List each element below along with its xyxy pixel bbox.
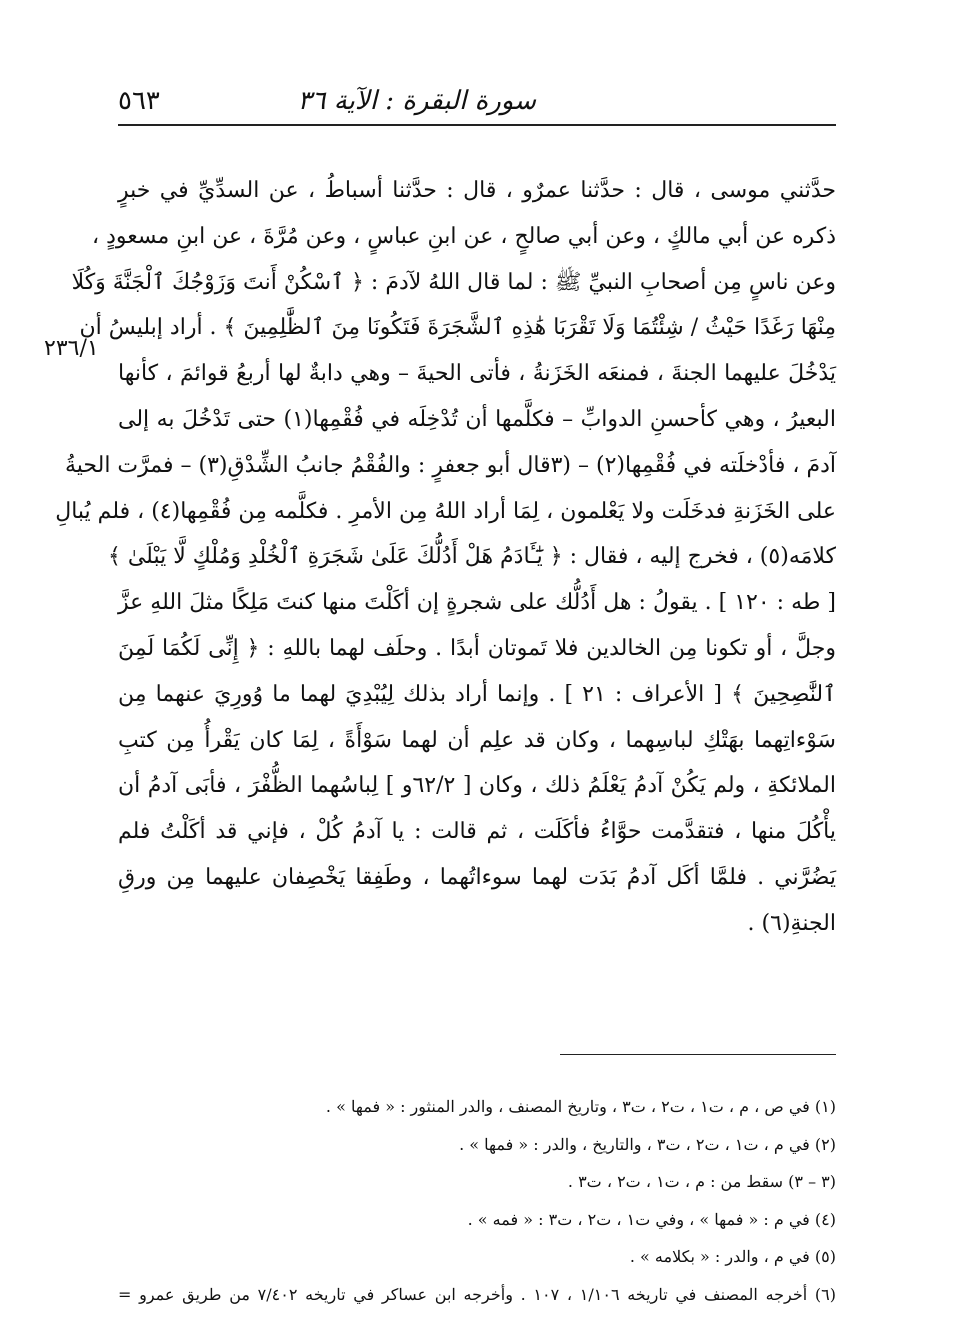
footnote: (٣ – ٣) سقط من : م ، ت١ ، ت٢ ، ت٣ . <box>567 1172 836 1191</box>
text-line: يأْكُلَ منها ، فتقدَّمت حوَّاءُ فأكَلَت ، ثم قالت : يا آدمُ كُلْ ، فإني قد أكَلْتُ فلم <box>118 819 836 845</box>
text-line: آدمَ ، فأدْخلَته في فُقْمِها(٢) – (٣قال أبو جعفرٍ : والفُقْمُ جانبُ الشِّدْقِ(٣) – فمرَّت الحيةُ <box>64 452 836 478</box>
text-line: ٱلنَّٰصِحِينَ ﴾ [ الأعراف : ٢١ ] . وإنما أراد بذلك لِيُبْدِيَ لهما ما وُورِيَ عنهما مِن <box>118 681 837 707</box>
text-line: ذكره عن أبي مالكٍ ، وعن أبي صالحٍ ، عن ابنِ عباسٍ ، وعن مُرَّةَ ، عن ابنِ مسعودٍ ، <box>91 223 836 249</box>
text-line: الجنةِ(٦) . <box>747 910 836 936</box>
text-line: حدَّثني موسى ، قال : حدَّثنا عمرٌو ، قال : حدَّثنا أسباطُ ، عن السدِّيِّ في خبرٍ <box>118 178 836 203</box>
text-line: وجلَّ ، أو تكونا مِن الخالدين فلا تَموتان أبدًا . وحلَف لهما باللهِ : ﴿ إِنِّى لَكُمَا لَمِنَ <box>118 635 836 661</box>
footnote: (٤) في م : « فمها » ، وفي ت١ ، ت٢ ، ت٣ : « فمه » . <box>467 1209 836 1229</box>
margin-reference: ٢٣٦/١ <box>44 336 99 361</box>
footnote: (١) في ص ، م ، ت١ ، ت٢ ، ت٣ ، وتاريخ المصنف ، والدر المنثور : « فمها » . <box>325 1097 836 1116</box>
text-line: سَوْءاتِهما بهَتْكِ لباسِهما ، وكان قد علِم أن لهما سَوْأَةً ، لِمَا كان يَقْرأُ مِن كتبِ <box>118 727 836 753</box>
page-header <box>118 80 836 120</box>
footnote: (٦) أخرجه المصنف في تاريخه ١/١٠٦ ، ١٠٧ . وأخرجه ابن عساكر في تاريخه ٧/٤٠٢ من طريق عمرو = <box>118 1284 836 1304</box>
text-line: يَدْخُلَ عليهما الجنةَ ، فمنعَه الخَزَنةُ ، فأتى الحيةَ – وهي دابةٌ لها أربعُ قوائمَ ، كأنها <box>118 361 836 387</box>
footnote: (٥) في م ، والدر : « بكلامه » . <box>629 1247 836 1266</box>
text-line: [ طه : ١٢٠ ] . يقولُ : هل أَدُلُّك على شجرةٍ إن أكَلْتَ منها كنتَ مَلِكًا مثلَ اللهِ عزَّ <box>118 590 837 616</box>
text-line: وعن ناسٍ مِن أصحابِ النبيِّ ﷺ : لما قال اللهُ لآدمَ : ﴿ ٱسْكُنْ أَنتَ وَزَوْجُكَ ٱلْجَنَّةَ وَكُلَا <box>71 269 836 295</box>
text-line: على الخَزَنةِ فدخَلَت ولا يَعْلمون ، لِمَا أراد اللهُ مِن الأمرِ . فكلَّمه مِن فُقْمِها(٤) ، فلم يُبالِ <box>55 498 836 524</box>
text-line: كلامَه(٥) ، فخرج إليه ، فقال : ﴿ يَٰٓـَٔادَمُ هَلْ أَدُلُّكَ عَلَىٰ شَجَرَةِ ٱلْخُلْدِ وَمُلْكٍ لَّا يَبْلَىٰ ﴾ <box>107 544 836 570</box>
footnote: (٢) في م ، ت١ ، ت٢ ، ت٣ ، والتاريخ ، والدر : « فمها » . <box>459 1134 836 1154</box>
footnote-rule <box>560 1054 836 1055</box>
page-number: ٥٦٣ <box>118 86 160 116</box>
text-line: الملائكةِ ، ولم يَكُنْ آدمُ يَعْلَمُ ذلك ، وكان [ ٦٢/٢و ] لِباسُهما الظُّفْرَ ، فأبَى آدمُ أن <box>118 773 836 799</box>
running-title: سورة البقرة : الآية ٣٦ <box>297 86 536 116</box>
header-rule <box>118 124 836 126</box>
footnotes <box>118 1088 836 1313</box>
text-line: البعيرُ ، وهي كأحسنِ الدوابِّ – فكلَّمها أن تُدْخِلَه في فُقْمِها(١) حتى تَدْخُلَ به إلى <box>118 406 836 432</box>
text-line: مِنْهَا رَغَدًا حَيْثُ / شِئْتُمَا وَلَا تَقْرَبَا هَٰذِهِ ٱلشَّجَرَةَ فَتَكُونَا مِنَ ٱلظَّٰلِمِينَ ﴾ . أراد إبليسُ أن <box>79 315 836 341</box>
text-line: يَضُرَّني . فلمَّا أكَل آدمُ بَدَت لهما سوءاتُهما ، وطَفِقا يَخْصِفان عليهما مِن ورقِ <box>118 864 836 890</box>
